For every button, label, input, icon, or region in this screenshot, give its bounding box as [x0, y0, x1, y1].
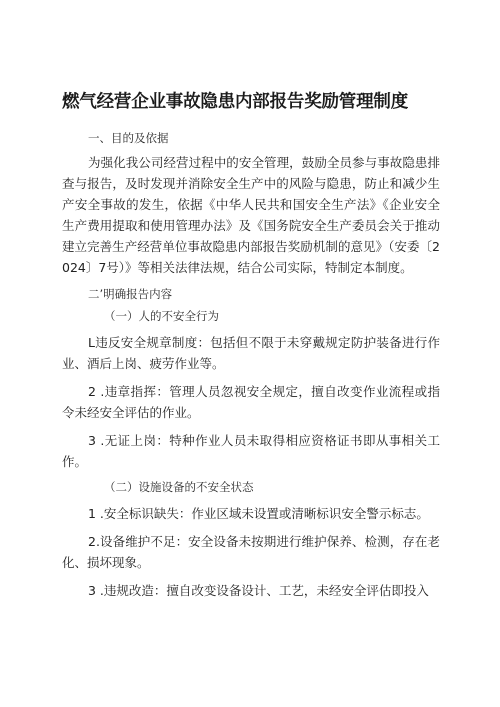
- document-title: 燃气经营企业事故隐患内部报告奖励管理制度: [62, 92, 408, 112]
- subsection-heading-unsafe-equipment: （二）设施设备的不安全状态: [104, 480, 254, 494]
- list-item: L违反安全规章制度：包括但不限于未穿戴规定防护装备进行作业、酒后上岗、疲劳作业等。: [62, 335, 440, 371]
- subsection-heading-unsafe-behavior: （一）人的不安全行为: [104, 309, 219, 323]
- list-item: 3 .违规改造：擅自改变设备设计、工艺，未经安全评估即投入: [88, 583, 429, 598]
- list-item: 3 .无证上岗：特种作业人员未取得相应资格证书即从事相关工作。: [62, 433, 440, 469]
- section-paragraph-purpose: 为强化我公司经营过程中的安全管理，鼓励全员参与事故隐患排查与报告，及时发现并消除安全生产中的风险与隐患，防止和减少生产安全事故的发生，依据《中华人民共和国安全生产法》《企业安全生产费用提取和使用管理办法》及《国务院安全生产委员会关于推动建立完善生产经营单位事故隐患内部报告奖励机制的意见》（安委〔2024〕7号）》等相关法律法规，结合公司实际，特制定本制度。: [62, 155, 440, 275]
- section-heading-purpose: 一、目的及依据: [88, 131, 169, 145]
- list-item: 1 .安全标识缺失：作业区域未设置或清晰标识安全警示标志。: [88, 506, 429, 521]
- list-item: 2.设备维护不足：安全设备未按期进行维护保养、检测，存在老化、损坏现象。: [62, 534, 440, 570]
- section-heading-report-content: 二’明确报告内容: [88, 287, 173, 301]
- document-body: [62, 130, 440, 608]
- list-item: 2 .违章指挥：管理人员忽视安全规定，擅自改变作业流程或指令未经安全评估的作业。: [62, 384, 440, 420]
